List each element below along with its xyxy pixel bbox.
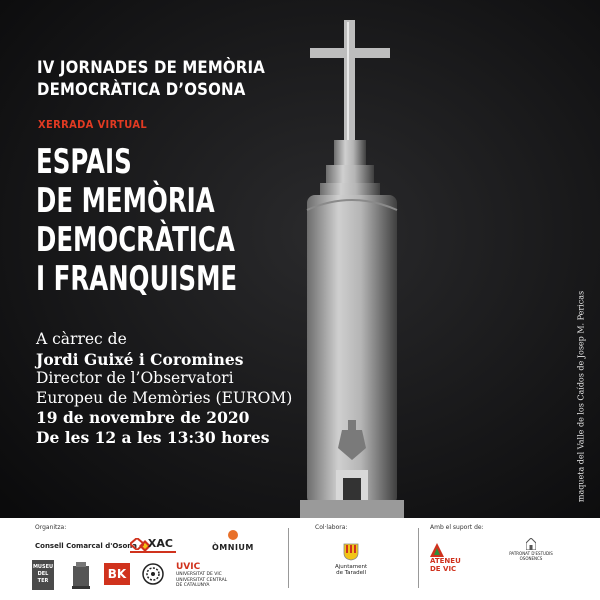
series-line-1: IV JORNADES DE MEMÒRIA: [37, 58, 265, 78]
circular-logo[interactable]: [142, 563, 164, 589]
building-logo[interactable]: [70, 560, 92, 590]
title-line: DE MEMÒRIA: [36, 181, 215, 221]
speaker-block: [36, 330, 292, 447]
ajuntament-taradell-logo[interactable]: [335, 543, 367, 577]
event-time: De les 12 a les 13:30 hores: [36, 427, 270, 447]
museu-text-1: MUSEU: [32, 564, 54, 570]
col-labora-label: Col·labora:: [315, 524, 348, 531]
ajuntament-text-1: Ajuntament: [335, 563, 368, 570]
xac-text: XAC: [147, 537, 173, 550]
bk-mark-icon: BK: [107, 567, 127, 581]
circle-seal-icon: [142, 563, 164, 585]
consell-logo-text: Consell Comarcal d'Osona: [35, 542, 137, 550]
uvic-logo[interactable]: [176, 562, 227, 589]
title-line: I FRANQUISME: [36, 259, 238, 299]
divider: [418, 528, 419, 588]
speaker-role-1: Director de l’Observatori: [36, 369, 234, 387]
ateneu-text-1: ATENEU: [430, 557, 461, 565]
patronat-logo[interactable]: [498, 538, 564, 561]
omnium-mark-icon: [228, 530, 238, 540]
event-date: 19 de novembre de 2020: [36, 408, 250, 427]
talk-title: [36, 143, 237, 299]
patronat-text: PATRONAT D'ESTUDIS OSONENCS: [509, 551, 553, 561]
uvic-text: UVIC: [176, 562, 201, 572]
omnium-logo[interactable]: [212, 530, 254, 552]
series-line-2: DEMOCRÀTICA D’OSONA: [37, 80, 246, 100]
event-series-title: [37, 57, 265, 101]
ajuntament-text-2: de Taradell: [336, 570, 367, 576]
title-line: ESPAIS: [36, 142, 132, 182]
museu-text-2: DEL TER: [37, 571, 49, 584]
xac-mark-icon: [130, 538, 144, 550]
ateneu-text-2: DE VIC: [430, 565, 457, 573]
xac-logo[interactable]: [130, 537, 176, 553]
suport-label: Amb el suport de:: [430, 524, 484, 531]
building-icon: [70, 560, 92, 590]
speaker-name: Jordi Guixé i Coromines: [36, 349, 244, 369]
uvic-line-3: UNIVERSITAT CENTRAL: [176, 577, 228, 583]
bk-logo[interactable]: [104, 563, 130, 585]
title-line: DEMOCRÀTICA: [36, 220, 235, 260]
uvic-line-4: DE CATALUNYA: [176, 583, 210, 588]
uvic-line-2: UNIVERSITAT DE VIC: [176, 572, 222, 577]
speaker-intro: A càrrec de: [36, 330, 127, 348]
patronat-mark-icon: [526, 538, 536, 550]
photo-caption-rotated: maqueta del Valle de los Caídos de Josep M. Pericas: [576, 290, 586, 503]
organitza-label: Organitza:: [35, 524, 67, 531]
museu-del-ter-logo[interactable]: [32, 560, 54, 590]
event-type: XERRADA VIRTUAL: [38, 118, 148, 131]
divider: [288, 528, 289, 588]
coat-of-arms-icon: [343, 543, 359, 561]
speaker-role-2: Europeu de Memòries (EUROM): [36, 388, 293, 407]
omnium-text: ÒMNIUM: [212, 543, 254, 552]
ateneu-mark-icon: [430, 543, 444, 557]
ateneu-de-vic-logo[interactable]: [430, 543, 461, 573]
